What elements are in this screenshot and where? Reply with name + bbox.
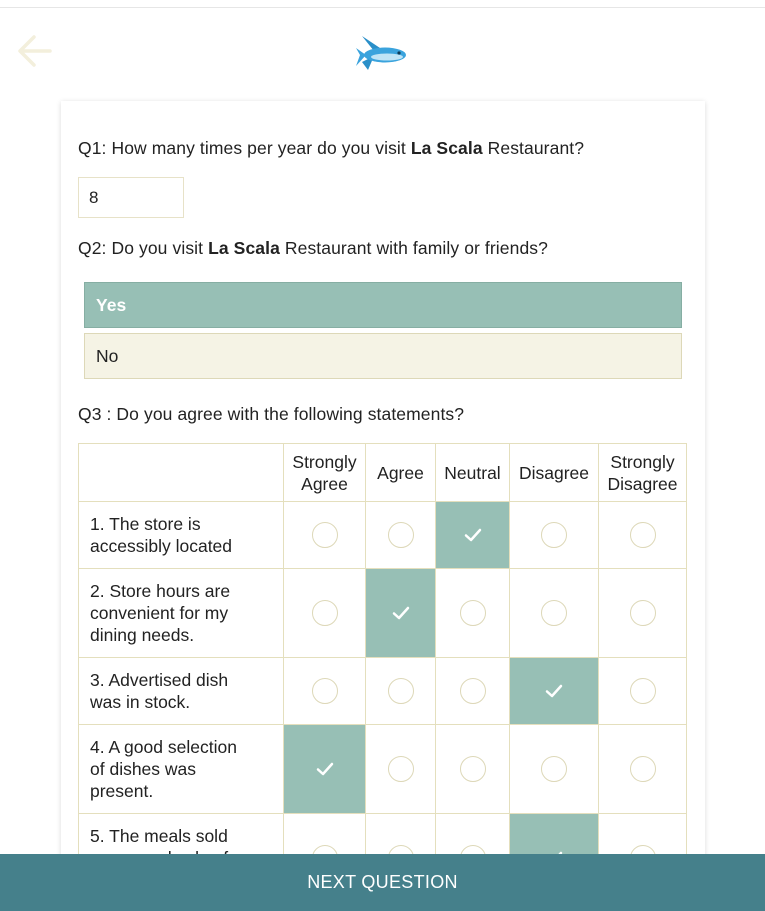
agreement-matrix	[78, 443, 687, 903]
rating-cell[interactable]	[284, 569, 366, 658]
matrix-row	[79, 502, 687, 569]
radio-circle	[630, 756, 656, 782]
next-question-label: NEXT QUESTION	[307, 872, 458, 892]
next-question-button[interactable]	[0, 854, 765, 911]
question-1	[78, 138, 584, 159]
matrix-row	[79, 569, 687, 658]
radio-circle	[541, 522, 567, 548]
radio-circle	[388, 678, 414, 704]
question-1-brand: La Scala	[410, 138, 483, 158]
rating-cell-selected[interactable]	[284, 725, 366, 814]
radio-circle	[541, 756, 567, 782]
question-3: Q3 : Do you agree with the following statements?	[78, 404, 465, 424]
checkmark-icon	[544, 681, 564, 701]
question-2	[78, 238, 548, 259]
rating-cell[interactable]	[284, 502, 366, 569]
rating-cell[interactable]	[510, 569, 599, 658]
column-header: Strongly Agree	[284, 444, 366, 502]
question-2-suffix: Restaurant with family or friends?	[279, 238, 548, 258]
rating-cell[interactable]	[366, 658, 436, 725]
matrix-header-row	[79, 444, 687, 502]
column-header: Neutral	[436, 444, 510, 502]
radio-circle	[312, 522, 338, 548]
visits-per-year-input[interactable]	[78, 177, 184, 218]
radio-circle	[630, 678, 656, 704]
matrix-corner-cell	[79, 444, 284, 502]
question-1-suffix: Restaurant?	[482, 138, 585, 158]
rating-cell[interactable]	[436, 658, 510, 725]
radio-circle	[312, 600, 338, 626]
statement-label: 1. The store is accessibly located	[79, 502, 284, 569]
top-divider	[0, 7, 765, 8]
arrow-left-icon	[14, 30, 56, 72]
survey-card	[61, 101, 705, 861]
matrix-row	[79, 725, 687, 814]
radio-circle	[630, 600, 656, 626]
column-header: Strongly Disagree	[599, 444, 687, 502]
question-2-prefix: Q2: Do you visit	[78, 238, 209, 258]
rating-cell-selected[interactable]	[510, 658, 599, 725]
rating-cell[interactable]	[436, 569, 510, 658]
option-no-label: No	[96, 345, 119, 366]
rating-cell[interactable]	[436, 725, 510, 814]
question-2-brand: La Scala	[208, 238, 280, 258]
radio-circle	[460, 600, 486, 626]
radio-circle	[388, 756, 414, 782]
rating-cell-selected[interactable]	[366, 569, 436, 658]
checkmark-icon	[463, 525, 483, 545]
rating-cell[interactable]	[366, 502, 436, 569]
option-yes-label: Yes	[96, 294, 127, 315]
rating-cell[interactable]	[366, 725, 436, 814]
radio-circle	[630, 522, 656, 548]
radio-circle	[541, 600, 567, 626]
rating-cell[interactable]	[599, 502, 687, 569]
statement-label: 5. The meals sold	[79, 814, 284, 903]
rating-cell[interactable]	[284, 658, 366, 725]
checkmark-icon	[391, 603, 411, 623]
radio-circle	[388, 522, 414, 548]
radio-circle	[460, 678, 486, 704]
flying-fish-logo	[354, 36, 412, 72]
statement-label: 4. A good selection of dishes was present.	[79, 725, 284, 814]
statement-label: 2. Store hours are convenient for my dining needs.	[79, 569, 284, 658]
checkmark-icon	[315, 759, 335, 779]
rating-cell[interactable]	[599, 569, 687, 658]
radio-circle	[460, 756, 486, 782]
rating-cell-selected[interactable]	[436, 502, 510, 569]
option-yes[interactable]	[84, 282, 682, 328]
option-no[interactable]	[84, 333, 682, 379]
radio-circle	[312, 678, 338, 704]
column-header: Agree	[366, 444, 436, 502]
column-header: Disagree	[510, 444, 599, 502]
matrix-row	[79, 658, 687, 725]
question-1-prefix: Q1: How many times per year do you visit	[78, 138, 411, 158]
rating-cell[interactable]	[599, 658, 687, 725]
statement-label: 3. Advertised dish was in stock.	[79, 658, 284, 725]
back-button[interactable]	[14, 30, 56, 72]
rating-cell[interactable]	[510, 725, 599, 814]
rating-cell[interactable]	[599, 725, 687, 814]
rating-cell[interactable]	[510, 502, 599, 569]
